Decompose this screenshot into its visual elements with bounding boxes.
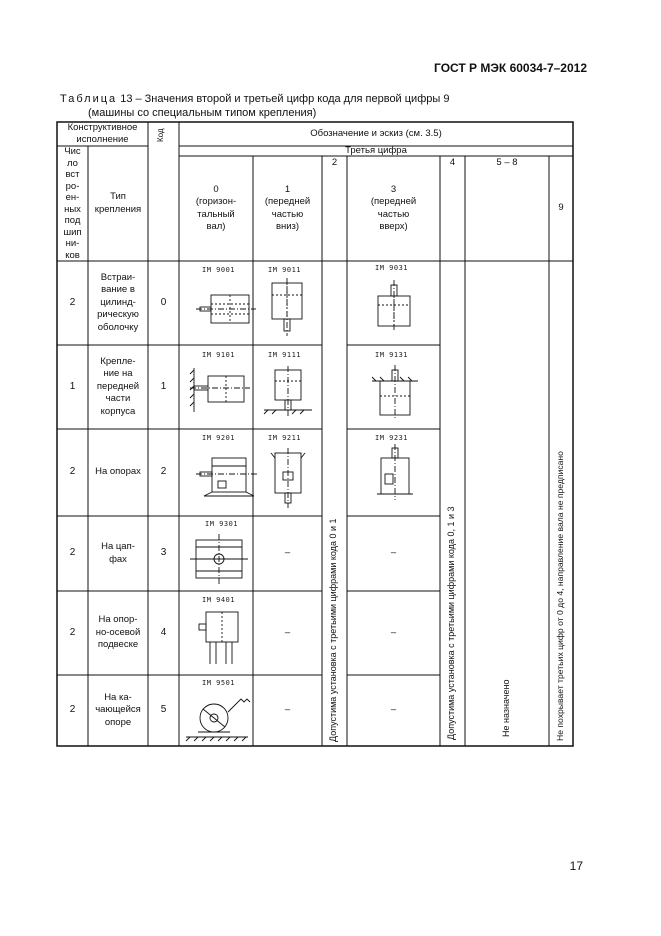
sketch-im9211 — [271, 448, 305, 508]
sketch-im9501 — [186, 699, 250, 741]
row-2-bearings: 2 — [69, 466, 76, 478]
label-im9111: IM 9111 — [268, 351, 302, 359]
sketch-im9201 — [196, 458, 258, 496]
header-col-1: 1 (передней частью вниз) — [264, 183, 311, 232]
header-mount-type: Тип крепления — [94, 191, 142, 215]
label-im9501: IM 9501 — [202, 679, 236, 687]
row-5-col1-dash: – — [284, 704, 291, 716]
merged-col9-note: Не похрывает третьих цифр от 0 до 4, направление вала не предписано — [555, 451, 565, 741]
label-im9101: IM 9101 — [202, 351, 236, 359]
row-4-col3-dash: – — [390, 626, 397, 638]
row-4-col1-dash: – — [284, 626, 291, 638]
row-3-code: 3 — [160, 547, 167, 559]
row-5-bearings: 2 — [69, 704, 76, 716]
header-col-3: 3 (передней частью вверх) — [370, 183, 417, 232]
row-5-type: На ка- чающейся опоре — [95, 691, 141, 728]
row-1-code: 1 — [160, 380, 167, 392]
row-4-code: 4 — [160, 626, 167, 638]
label-im9231: IM 9231 — [375, 434, 409, 442]
document-code: ГОСТ Р МЭК 60034-7–2012 — [434, 61, 587, 75]
row-5-col3-dash: – — [390, 704, 397, 716]
label-im9201: IM 9201 — [202, 434, 236, 442]
header-designation: Обозначение и эскиз (см. 3.5) — [310, 127, 442, 139]
header-col-4: 4 — [449, 156, 456, 168]
merged-col4-note: Допустима установка с третьими цифрами кода 0, 1 и 3 — [446, 506, 456, 740]
label-im9031: IM 9031 — [375, 264, 409, 272]
row-0-type: Встраи- вание в цилинд- рическую оболочку — [97, 271, 139, 333]
sketch-im9111 — [264, 366, 312, 416]
row-2-code: 2 — [160, 466, 167, 478]
sketch-im9101 — [190, 368, 250, 412]
label-im9301: IM 9301 — [205, 520, 239, 528]
page-number: 17 — [569, 859, 583, 873]
row-1-type: Крепле- ние на передней части корпуса — [96, 355, 140, 417]
caption-label: Таблица — [60, 93, 118, 105]
row-3-type: На цап- фах — [101, 541, 135, 565]
caption-text: 13 – Значения второй и третьей цифр кода для первой цифры 9 — [117, 93, 450, 105]
row-3-bearings: 2 — [69, 547, 76, 559]
row-4-bearings: 2 — [69, 626, 76, 638]
merged-col5-8-note: Не назначено — [501, 679, 511, 737]
header-third-digit: Третья цифра — [345, 145, 407, 156]
sketch-im9131 — [372, 365, 418, 420]
label-im9401: IM 9401 — [202, 596, 236, 604]
sketch-im9001 — [196, 295, 256, 323]
sketch-im9401 — [199, 612, 238, 664]
row-0-code: 0 — [160, 296, 167, 308]
row-4-type: На опор- но-осевой подвеске — [95, 614, 141, 651]
row-3-col3-dash: – — [390, 547, 397, 559]
label-im9011: IM 9011 — [268, 266, 302, 274]
row-2-type: На опорах — [95, 466, 141, 478]
header-bearings: Чис ло вст ро- ен- ных под шип ни- ков — [63, 146, 82, 261]
sketch-im9011 — [272, 278, 302, 336]
row-5-code: 5 — [160, 704, 167, 716]
table-caption-line2: (машины со специальным типом крепления) — [88, 107, 317, 119]
row-0-bearings: 2 — [69, 296, 76, 308]
label-im9131: IM 9131 — [375, 351, 409, 359]
row-3-col1-dash: – — [284, 547, 291, 559]
row-1-bearings: 1 — [69, 380, 76, 392]
label-im9211: IM 9211 — [268, 434, 302, 442]
header-col-0: 0 (горизон- тальный вал) — [195, 183, 237, 232]
sketch-im9301 — [190, 534, 248, 584]
header-col-5-8: 5 – 8 — [496, 156, 518, 168]
header-construct: Конструктивное исполнение — [67, 121, 138, 145]
merged-col2-note: Допустима установка с третьими цифрами кода 0 и 1 — [328, 518, 338, 742]
sketch-im9231 — [377, 444, 413, 500]
header-col-9: 9 — [558, 202, 564, 214]
header-code: Код — [156, 128, 165, 142]
sketch-im9031 — [378, 280, 410, 332]
label-im9001: IM 9001 — [202, 266, 236, 274]
header-col-2: 2 — [331, 156, 338, 168]
